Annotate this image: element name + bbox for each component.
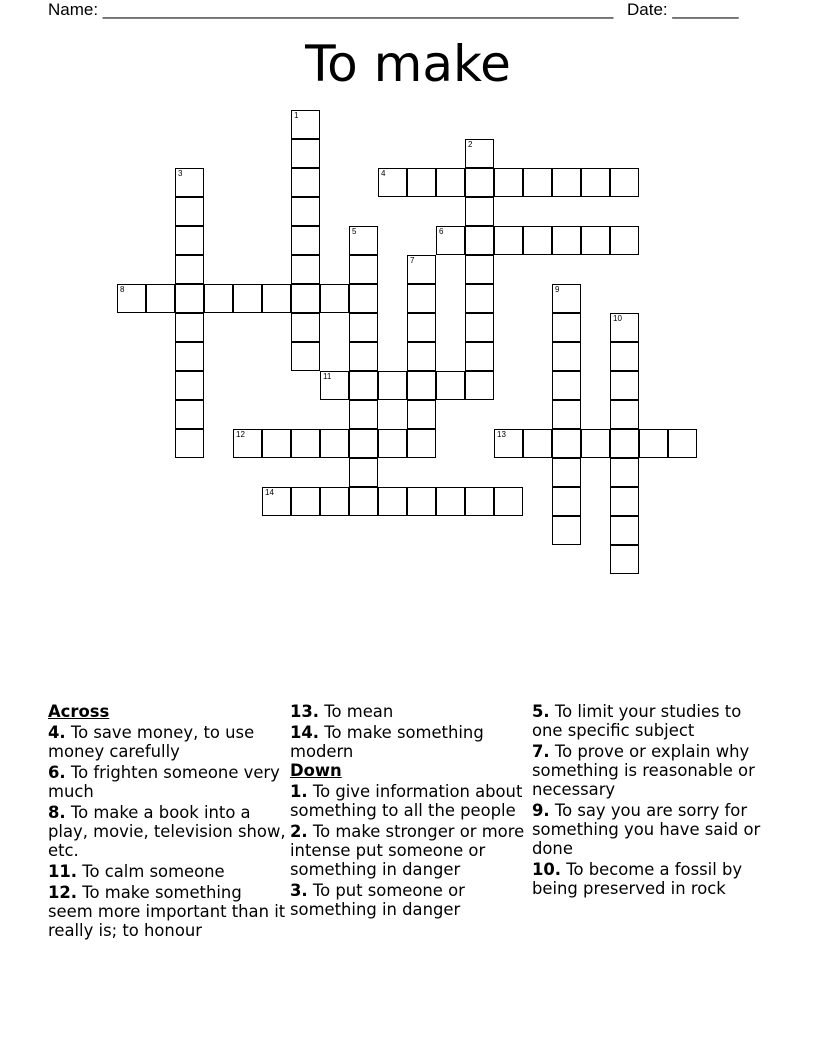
grid-cell[interactable] [436,226,465,255]
grid-cell[interactable] [175,284,204,313]
grid-cell[interactable] [668,429,697,458]
grid-cell[interactable] [291,255,320,284]
grid-cell[interactable] [407,371,436,400]
grid-cell[interactable] [523,226,552,255]
clue-down-5: 5. To limit your studies to one specific subject [532,702,742,740]
grid-cell[interactable] [291,313,320,342]
grid-cell[interactable] [523,168,552,197]
clue-column-3 [532,702,770,898]
clue-column-2 [290,702,528,919]
grid-cell[interactable] [291,197,320,226]
grid-cell[interactable] [610,371,639,400]
cell-number: 3 [178,169,183,178]
grid-cell[interactable] [233,429,262,458]
grid-cell[interactable] [436,371,465,400]
grid-cell[interactable] [407,342,436,371]
grid-cell[interactable] [552,168,581,197]
grid-cell[interactable] [378,371,407,400]
cell-number: 12 [236,430,245,439]
across-heading: Across [48,702,110,721]
cell-number: 14 [265,488,274,497]
grid-cell[interactable] [320,371,349,400]
grid-cell[interactable] [610,226,639,255]
grid-cell[interactable] [349,313,378,342]
grid-cell[interactable] [552,226,581,255]
grid-cell[interactable] [465,226,494,255]
cell-number: 1 [294,111,299,120]
grid-cell[interactable] [465,197,494,226]
grid-cell[interactable] [117,284,146,313]
grid-cell[interactable] [465,371,494,400]
clue-down-1: 1. To give information about something to all the people [290,782,523,820]
grid-cell[interactable] [610,458,639,487]
grid-cell[interactable] [523,429,552,458]
cell-number: 9 [555,285,560,294]
clue-down-7: 7. To prove or explain why something is reasonable or necessary [532,742,755,799]
grid-cell[interactable] [233,284,262,313]
cell-number: 6 [439,227,444,236]
grid-cell[interactable] [494,487,523,516]
cell-number: 11 [323,372,332,381]
clue-down-3: 3. To put someone or something in danger [290,881,465,919]
grid-cell[interactable] [349,458,378,487]
grid-cell[interactable] [552,458,581,487]
clue-down-9: 9. To say you are sorry for something you have said or done [532,801,761,858]
grid-cell[interactable] [639,429,668,458]
grid-cell[interactable] [610,545,639,574]
grid-cell[interactable] [175,371,204,400]
cell-number: 13 [497,430,506,439]
grid-cell[interactable] [552,429,581,458]
cell-number: 7 [410,256,415,265]
grid-cell[interactable] [175,429,204,458]
grid-cell[interactable] [378,487,407,516]
grid-cell[interactable] [610,516,639,545]
grid-cell[interactable] [291,487,320,516]
grid-cell[interactable] [465,313,494,342]
grid-cell[interactable] [146,284,175,313]
grid-cell[interactable] [610,342,639,371]
grid-cell[interactable] [291,342,320,371]
clue-across-8: 8. To make a book into a play, movie, television show, etc. [48,803,286,860]
grid-cell[interactable] [465,255,494,284]
name-field[interactable]: Name: ______________________________________________________ [48,0,614,19]
grid-cell[interactable] [465,284,494,313]
grid-cell[interactable] [204,284,233,313]
grid-cell[interactable] [262,284,291,313]
grid-cell[interactable] [349,371,378,400]
grid-cell[interactable] [175,226,204,255]
grid-cell[interactable] [610,313,639,342]
grid-cell[interactable] [494,429,523,458]
clue-across-11: 11. To calm someone [48,862,225,881]
grid-cell[interactable] [610,487,639,516]
cell-number: 2 [468,140,473,149]
grid-cell[interactable] [378,429,407,458]
grid-cell[interactable] [262,487,291,516]
grid-cell[interactable] [320,284,349,313]
grid-cell[interactable] [552,516,581,545]
grid-cell[interactable] [407,168,436,197]
grid-cell[interactable] [349,487,378,516]
grid-cell[interactable] [610,400,639,429]
grid-cell[interactable] [407,313,436,342]
grid-cell[interactable] [552,342,581,371]
grid-cell[interactable] [465,168,494,197]
cell-number: 5 [352,227,357,236]
grid-cell[interactable] [175,168,204,197]
grid-cell[interactable] [291,284,320,313]
clue-across-6: 6. To frighten someone very much [48,763,280,801]
down-heading: Down [290,761,342,780]
page-title: To make [305,35,511,93]
clue-down-2: 2. To make stronger or more intense put someone or something in danger [290,822,525,879]
clue-across-12: 12. To make something seem more important than it really is; to honour [48,883,286,940]
cell-number: 10 [613,314,622,323]
grid-cell[interactable] [465,139,494,168]
grid-cell[interactable] [291,429,320,458]
grid-cell[interactable] [291,110,320,139]
grid-cell[interactable] [407,284,436,313]
cell-number: 4 [381,169,386,178]
grid-cell[interactable] [291,226,320,255]
grid-cell[interactable] [436,487,465,516]
grid-cell[interactable] [407,400,436,429]
grid-cell[interactable] [465,342,494,371]
grid-cell[interactable] [175,197,204,226]
grid-cell[interactable] [552,487,581,516]
grid-cell[interactable] [349,429,378,458]
grid-cell[interactable] [436,168,465,197]
grid-cell[interactable] [175,342,204,371]
grid-cell[interactable] [349,284,378,313]
grid-cell[interactable] [320,487,349,516]
grid-cell[interactable] [407,255,436,284]
grid-cell[interactable] [407,487,436,516]
grid-cell[interactable] [291,168,320,197]
grid-cell[interactable] [349,226,378,255]
grid-cell[interactable] [610,429,639,458]
clue-across-4: 4. To save money, to use money carefully [48,723,255,761]
grid-cell[interactable] [581,226,610,255]
clue-across-14: 14. To make something modern [290,723,484,761]
clue-across-13: 13. To mean [290,702,394,721]
grid-cell[interactable] [349,342,378,371]
grid-cell[interactable] [291,139,320,168]
date-field[interactable]: Date: _______ [627,0,739,19]
grid-cell[interactable] [407,429,436,458]
grid-cell[interactable] [581,429,610,458]
grid-cell[interactable] [262,429,291,458]
grid-cell[interactable] [494,226,523,255]
cell-number: 8 [120,285,125,294]
grid-cell[interactable] [552,400,581,429]
clue-down-10: 10. To become a fossil by being preserved in rock [532,860,743,898]
grid-cell[interactable] [349,400,378,429]
grid-cell[interactable] [320,429,349,458]
grid-cell[interactable] [494,168,523,197]
grid-cell[interactable] [552,313,581,342]
grid-cell[interactable] [465,487,494,516]
clue-column-1 [48,702,286,940]
grid-cell[interactable] [610,168,639,197]
grid-cell[interactable] [349,255,378,284]
grid-cell[interactable] [175,400,204,429]
grid-cell[interactable] [175,313,204,342]
grid-cell[interactable] [378,168,407,197]
grid-cell[interactable] [552,371,581,400]
grid-cell[interactable] [175,255,204,284]
grid-cell[interactable] [552,284,581,313]
grid-cell[interactable] [581,168,610,197]
